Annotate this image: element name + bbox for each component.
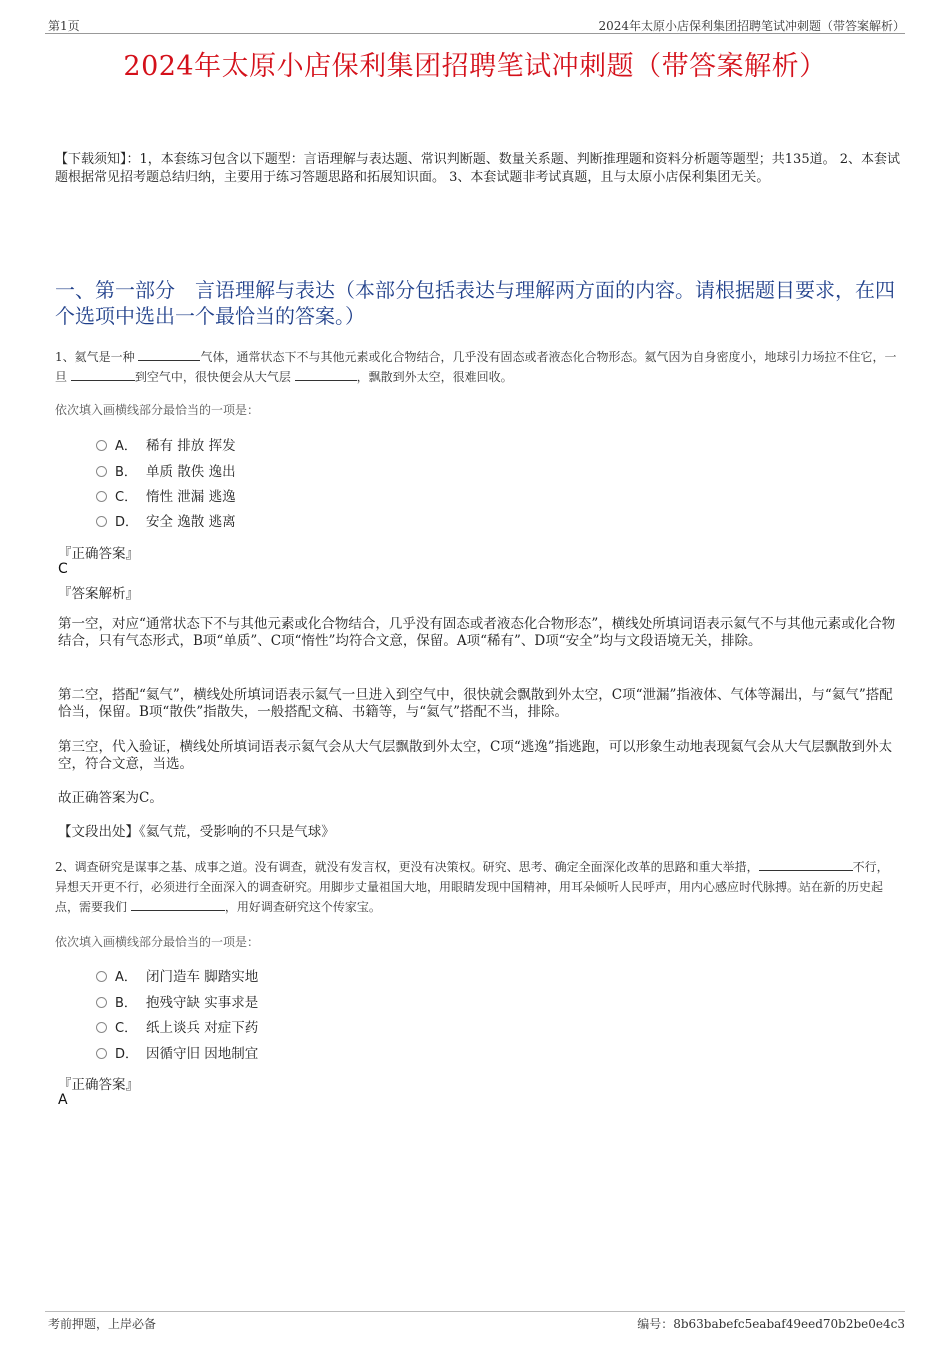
- radio-icon[interactable]: [96, 1022, 107, 1033]
- footer-doc-id: 编号：8b63babefc5eabaf49eed70b2be0e4c3: [637, 1317, 905, 1331]
- page-title: 2024年太原小店保利集团招聘笔试冲刺题（带答案解析）: [123, 51, 827, 82]
- q1-text-part: 到空气中，很快便会从大气层: [134, 370, 295, 384]
- header-doc-title: 2024年太原小店保利集团招聘笔试冲刺题（带答案解析）: [598, 19, 905, 33]
- q1-analysis-paragraph: 第一空，对应“通常状态下不与其他元素或化合物结合，几乎没有固态或者液态化合物形态”，横线处所填词语表示氦气不与其他元素或化合物结合，只有气态形式，B项“单质”、C项“惰性”均符合文意，保留。A项“稀有”、D项“安全”均与文段语境无关，排除。: [58, 616, 896, 649]
- q1-blank-3: [295, 367, 357, 381]
- q1-option-a[interactable]: A． 稀有 排放 挥发: [96, 436, 236, 456]
- radio-icon[interactable]: [96, 971, 107, 982]
- radio-icon[interactable]: [96, 1048, 107, 1059]
- q2-blank-2: [131, 897, 225, 911]
- question-2-stem: [55, 857, 900, 917]
- q2-text-part: 不行，异想天开更不行，必须进行全面深入的调查研究。用脚步丈量祖国大地，用眼睛发现中国精神，用耳朵倾听人民呼声，用内心感应时代脉搏。站在新的历史起点，需要我们: [55, 860, 889, 914]
- header-divider: [45, 33, 905, 34]
- q1-conclusion: 故正确答案为C。: [58, 790, 163, 806]
- header-page-number: 第1页: [48, 19, 80, 33]
- radio-icon[interactable]: [96, 516, 107, 527]
- q2-answer: A: [58, 1092, 68, 1108]
- q2-option-a[interactable]: A． 闭门造车 脚踏实地: [96, 967, 258, 987]
- download-notice: 【下载须知】：1，本套练习包含以下题型：言语理解与表达题、常识判断题、数量关系题、判断推理题和资料分析题等题型；共135道。 2、本套试题根据常见招考题总结归纳，主要用于练习答题思路和拓展知识面。 3、本套试题非考试真题，且与太原小店保利集团无关。: [55, 152, 900, 185]
- q1-answer-label: 『正确答案』: [58, 546, 139, 562]
- q1-text-part: 1、氦气是一种: [55, 350, 139, 364]
- footer-divider: [45, 1311, 905, 1312]
- question-1-stem: [55, 347, 900, 387]
- q1-blank-2: [71, 367, 135, 381]
- q2-text-part: 2、调查研究是谋事之基、成事之道。没有调查，就没有发言权，更没有决策权。研究、思考、确定全面深化改革的思路和重大举措，: [55, 860, 759, 874]
- q1-analysis-paragraph: 第三空，代入验证，横线处所填词语表示氦气会从大气层飘散到外太空，C项“逃逸”指逃跑，可以形象生动地表现氦气会从大气层飘散到外太空，符合文意，当选。: [58, 739, 893, 772]
- q1-option-d[interactable]: D． 安全 逸散 逃离: [96, 512, 236, 532]
- radio-icon[interactable]: [96, 491, 107, 502]
- q2-answer-label: 『正确答案』: [58, 1077, 139, 1093]
- radio-icon[interactable]: [96, 440, 107, 451]
- q1-blank-1: [138, 347, 200, 361]
- q2-option-c[interactable]: C． 纸上谈兵 对症下药: [96, 1018, 258, 1038]
- q2-option-b[interactable]: B． 抱残守缺 实事求是: [96, 993, 258, 1013]
- q1-text-part: ，飘散到外太空，很难回收。: [356, 370, 513, 384]
- q1-answer: C: [58, 561, 68, 577]
- q1-source: 【文段出处】《氦气荒，受影响的不只是气球》: [58, 824, 335, 840]
- q1-prompt: 依次填入画横线部分最恰当的一项是：: [55, 403, 260, 417]
- radio-icon[interactable]: [96, 997, 107, 1008]
- q1-analysis-paragraph: 第二空，搭配“氦气”，横线处所填词语表示氦气一旦进入到空气中，很快就会飘散到外太空，C项“泄漏”指液体、气体等漏出，与“氦气”搭配恰当，保留。B项“散佚”指散失，一般搭配文稿、书籍等，与“氦气”搭配不当，排除。: [58, 687, 893, 720]
- section-heading: 一、第一部分 言语理解与表达（本部分包括表达与理解两方面的内容。请根据题目要求，在四个选项中选出一个最恰当的答案。）: [55, 278, 895, 328]
- footer-slogan: 考前押题，上岸必备: [48, 1317, 157, 1331]
- q2-option-d[interactable]: D． 因循守旧 因地制宜: [96, 1044, 258, 1064]
- q2-text-part: ，用好调查研究这个传家宝。: [224, 900, 381, 914]
- q1-option-c[interactable]: C． 惰性 泄漏 逃逸: [96, 487, 236, 507]
- radio-icon[interactable]: [96, 466, 107, 477]
- q1-option-b[interactable]: B． 单质 散佚 逸出: [96, 462, 236, 482]
- q2-blank-1: [759, 857, 853, 871]
- q1-analysis-label: 『答案解析』: [58, 586, 139, 602]
- q2-prompt: 依次填入画横线部分最恰当的一项是：: [55, 935, 260, 949]
- q1-text-part: 气体，通常状态下不与其他元素或化合物结合，几乎没有固态或者液态化合物形态。氦气因为自身密度小，地球引力场拉不住它，一旦: [55, 350, 897, 384]
